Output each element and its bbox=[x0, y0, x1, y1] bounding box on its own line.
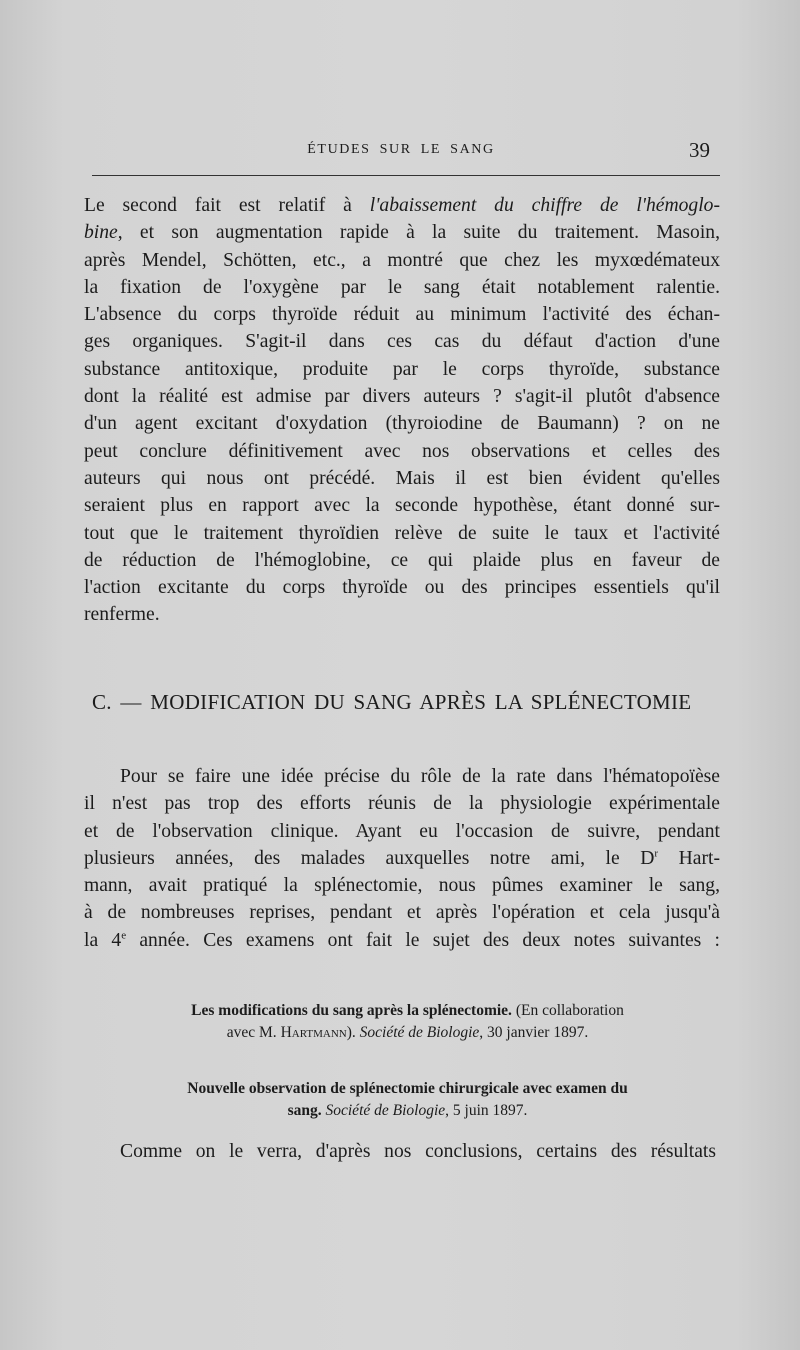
text-line: renferme. bbox=[84, 604, 160, 626]
page-number: 39 bbox=[689, 138, 710, 162]
text-line: Le second fait est relatif à l'abaissement du chiffre de l'hémoglo- bbox=[84, 195, 720, 216]
text-line: la 4e année. Ces examens ont fait le sujet des deux notes suivantes : bbox=[84, 929, 720, 951]
reference-entry: Les modifications du sang après la splénectomie. (En collaboration avec M. Hartmann). Société de Biologie, 30 janvier 1897. bbox=[191, 1002, 624, 1041]
text-line: après Mendel, Schötten, etc., a montré que chez les myxœdémateux bbox=[84, 249, 720, 271]
text-line: et de l'observation clinique. Ayant eu l'occasion de suivre, pendant bbox=[84, 820, 720, 842]
text-line: seraient plus en rapport avec la seconde hypothèse, étant donné sur- bbox=[84, 495, 720, 517]
text-line: de réduction de l'hémoglobine, ce qui plaide plus en faveur de bbox=[84, 549, 720, 571]
section-heading: C. — MODIFICATION DU SANG APRÈS LA SPLÉNECTOMIE bbox=[92, 690, 692, 714]
text-line: L'absence du corps thyroïde réduit au minimum l'activité des échan- bbox=[84, 304, 720, 326]
text-line: ges organiques. S'agit-il dans ces cas du défaut d'action d'une bbox=[84, 331, 720, 353]
running-head: ÉTUDES SUR LE SANG bbox=[307, 142, 495, 157]
header-rule bbox=[92, 175, 720, 176]
paragraph-hemoglobin bbox=[84, 192, 720, 629]
text-line: plusieurs années, des malades auxquelles notre ami, le $D^r$ Hart- bbox=[84, 847, 720, 869]
reference-entry: Nouvelle observation de splénectomie chirurgicale avec examen du sang. Société de Biologie, 5 juin 1897. bbox=[187, 1080, 628, 1119]
text-line: dont la réalité est admise par divers auteurs ? s'agit-il plutôt d'absence bbox=[84, 386, 720, 408]
paragraph-splenectomy bbox=[84, 763, 720, 954]
text-line: substance antitoxique, produite par le corps thyroïde, substance bbox=[84, 358, 720, 380]
text-line: à de nombreuses reprises, pendant et après l'opération et cela jusqu'à bbox=[84, 902, 720, 924]
text-line: mann, avait pratiqué la splénectomie, nous pûmes examiner le sang, bbox=[84, 875, 720, 897]
text-line: Pour se faire une idée précise du rôle de la rate dans l'hématopoïèse bbox=[120, 766, 720, 787]
page-header bbox=[92, 138, 710, 166]
text-line: la fixation de l'oxygène par le sang était notablement ralentie. bbox=[84, 276, 720, 298]
text-line: auteurs qui nous ont précédé. Mais il est bien évident qu'elles bbox=[84, 467, 720, 489]
text-line: il n'est pas trop des efforts réunis de la physiologie expérimentale bbox=[84, 793, 720, 815]
paragraph-continuation: Comme on le verra, d'après nos conclusions, certains des résultats bbox=[120, 1141, 716, 1162]
text-line: tout que le traitement thyroïdien relève de suite le taux et l'activité bbox=[84, 522, 720, 544]
text-line: bine, et son augmentation rapide à la suite du traitement. Masoin, bbox=[84, 222, 720, 244]
text-line: peut conclure définitivement avec nos observations et celles des bbox=[84, 440, 720, 462]
text-line: l'action excitante du corps thyroïde ou des principes essentiels qu'il bbox=[84, 577, 720, 599]
text-line: d'un agent excitant d'oxydation (thyroiodine de Baumann) ? on ne bbox=[84, 413, 720, 435]
